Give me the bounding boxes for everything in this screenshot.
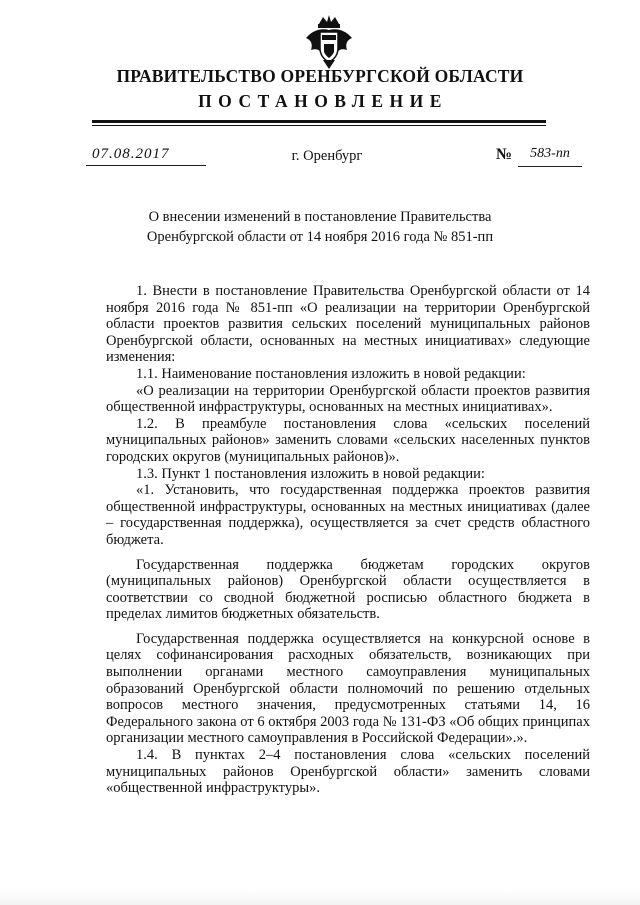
document-city: г. Оренбург bbox=[291, 148, 363, 164]
body-paragraph: Государственная поддержка бюджетам городских округов (муниципальных районов) Оренбургской области осуществляется в соответствии со сводной бюджетной росписью областного бюджета в пределах лимитов бюджетных обязательств. bbox=[106, 556, 590, 623]
body-paragraph: «О реализации на территории Оренбургской области проектов развития общественной инфраструктуры, основанных на местных инициативах». bbox=[106, 382, 590, 416]
coat-of-arms-icon bbox=[303, 14, 355, 70]
document-number: 583-пп bbox=[518, 146, 582, 167]
organization-title: ПРАВИТЕЛЬСТВО ОРЕНБУРГСКОЙ ОБЛАСТИ bbox=[116, 66, 524, 86]
body-paragraph: 1.2. В преамбуле постановления слова «сельских поселений муниципальных районов» заменить словами «сельских населенных пунктов городских округов (муниципальных районов)». bbox=[106, 415, 590, 465]
body-paragraph: 1.1. Наименование постановления изложить в новой редакции: bbox=[136, 365, 526, 382]
page-bottom-edge bbox=[0, 888, 640, 905]
number-label: № bbox=[496, 146, 513, 163]
document-body bbox=[106, 283, 590, 797]
header-thin-rule bbox=[92, 125, 546, 126]
subject-line: Оренбургской области от 14 ноября 2016 года № 851-пп bbox=[146, 229, 494, 245]
body-paragraph: 1.3. Пункт 1 постановления изложить в новой редакции: bbox=[136, 465, 485, 482]
body-paragraph: 1. Внести в постановление Правительства Оренбургской области от 14 ноября 2016 года № 851-пп «О реализации на территории Оренбургской области проектов развития сельских поселений муниципальных районов Оренбургской области, основанных на местных инициативах» следующие изменения: bbox=[106, 283, 590, 366]
subject-line: О внесении изменений в постановление Правительства bbox=[148, 209, 492, 225]
document-subject bbox=[0, 207, 640, 247]
document-type-title: ПОСТАНОВЛЕНИЕ bbox=[198, 91, 448, 111]
document-date: 07.08.2017 bbox=[86, 146, 206, 166]
body-paragraph: «1. Установить, что государственная поддержка проектов развития общественной инфраструктуры, основанных на местных инициативах (далее – государственная поддержка), осуществляется за счет средств областного бюджета. bbox=[106, 482, 590, 548]
body-paragraph: 1.4. В пунктах 2–4 постановления слова «сельских поселений муниципальных районов Оренбургской области» заменить словами «общественной инфраструктуры». bbox=[106, 747, 590, 797]
body-paragraph: Государственная поддержка осуществляется на конкурсной основе в целях софинансирования расходных обязательств, возникающих при выполнении органами местного самоуправления муниципальных образований Оренбургской области полномочий по решению отдельных вопросов местного значения, предусмотренных статьями 14, 16 Федерального закона от 6 октября 2003 года № 131-ФЗ «Об общих принципах организации местного самоуправления в Российской Федерации».». bbox=[106, 630, 590, 747]
header-thick-rule bbox=[92, 120, 546, 123]
